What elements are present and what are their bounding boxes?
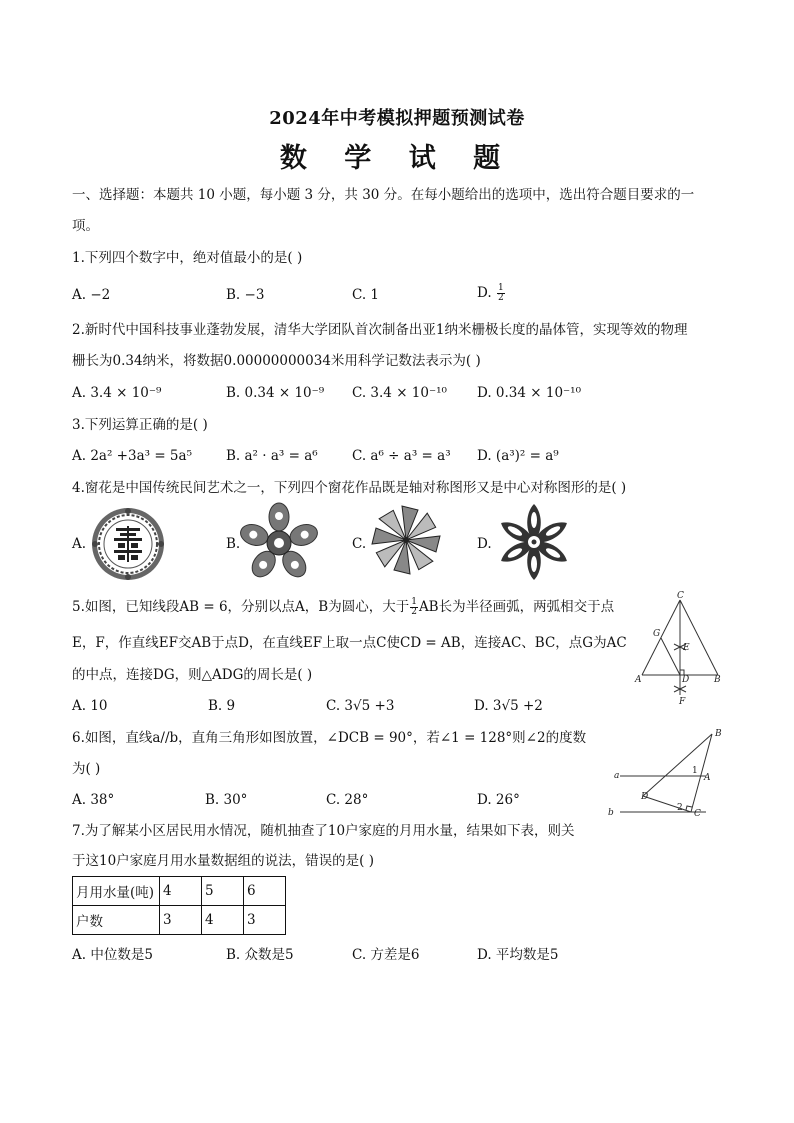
q6-line1: 6.如图，直线a//b，直角三角形如图放置，∠DCB = 90°，若∠1 = 128°则∠2的度数 <box>72 730 587 746</box>
q4-option-b: B. <box>226 536 241 552</box>
q5-line1 <box>72 598 614 617</box>
q3-option-c: C. a⁶ ÷ a³ = a³ <box>352 448 451 464</box>
q6-option-a: A. 38° <box>72 792 115 808</box>
q5-line3: 的中点，连接DG，则△ADG的周长是( ) <box>72 667 313 683</box>
papercut-c-pinwheel-image <box>366 500 446 580</box>
fraction-denominator: 2 <box>497 293 504 303</box>
q5-option-a: A. 10 <box>72 698 108 714</box>
table-cell: 6 <box>244 877 286 906</box>
q5-line2: E，F，作直线EF交AB于点D，在直线EF上取一点C使CD = AB，连接AC、BC，点G为AC <box>72 635 627 651</box>
q7-option-c: C. 方差是6 <box>352 947 420 963</box>
q2-option-c: C. 3.4 × 10⁻¹⁰ <box>352 385 447 401</box>
table-cell: 5 <box>202 877 244 906</box>
label-d: D <box>682 675 690 685</box>
label-g: G <box>653 629 661 639</box>
q5-line1-start: 5.如图，已知线段AB = 6，分别以点A，B为圆心，大于 <box>72 599 410 615</box>
table-cell: 3 <box>244 906 286 935</box>
q6-option-d: D. 26° <box>477 792 520 808</box>
q3-stem: 3.下列运算正确的是( ) <box>72 417 208 433</box>
q6-option-c: C. 28° <box>326 792 369 808</box>
label-a-upper: A <box>704 773 711 783</box>
label-e: E <box>683 643 690 653</box>
label-b: B <box>714 675 721 685</box>
exam-title: 2024年中考模拟押题预测试卷 <box>269 108 525 129</box>
q1-option-d <box>477 284 506 303</box>
label-line-a: a <box>614 771 620 781</box>
q6-geometry-figure <box>606 724 736 820</box>
q7-line2: 于这10户家庭月用水量数据组的说法，错误的是( ) <box>72 853 375 869</box>
q5-geometry-figure <box>630 588 730 708</box>
q2-option-d: D. 0.34 × 10⁻¹⁰ <box>477 385 582 401</box>
q3-option-a: A. 2a² +3a³ = 5a⁵ <box>72 448 192 464</box>
label-c: C <box>677 591 684 601</box>
q5-line1-end: AB长为半径画弧，两弧相交于点 <box>418 599 615 615</box>
q7-option-a: A. 中位数是5 <box>72 947 153 963</box>
label-line-b: b <box>608 808 614 818</box>
papercut-a-double-happiness-image <box>88 506 168 582</box>
table-cell: 月用水量(吨) <box>73 877 160 906</box>
q2-line1: 2.新时代中国科技事业蓬勃发展，清华大学团队首次制备出亚1纳米栅极长度的晶体管，实现等效的物理 <box>72 322 688 338</box>
q3-option-d: D. (a³)² = a⁹ <box>477 448 559 464</box>
label-d-upper: D <box>641 792 649 802</box>
q1-option-b: B. −3 <box>226 287 265 303</box>
q7-line1: 7.为了解某小区居民用水情况，随机抽查了10户家庭的月用水量，结果如下表，则关 <box>72 823 575 839</box>
q2-option-b: B. 0.34 × 10⁻⁹ <box>226 385 325 401</box>
exam-subtitle: 数 学 试 题 <box>279 143 515 174</box>
papercut-b-flower-image <box>238 502 320 584</box>
q2-option-a: A. 3.4 × 10⁻⁹ <box>72 385 162 401</box>
table-cell: 4 <box>160 877 202 906</box>
table-cell: 4 <box>202 906 244 935</box>
q4-option-a: A. <box>72 536 87 552</box>
q5-option-d: D. 3√5 +2 <box>474 698 543 714</box>
fraction-numerator: 1 <box>497 283 504 293</box>
q5-fraction <box>410 598 418 617</box>
q1-stem: 1.下列四个数字中，绝对值最小的是( ) <box>72 250 303 266</box>
q7-option-b: B. 众数是5 <box>226 947 294 963</box>
q3-option-b: B. a² · a³ = a⁶ <box>226 448 318 464</box>
q1-option-a: A. −2 <box>72 287 111 303</box>
q6-line2: 为( ) <box>72 761 101 777</box>
fraction-numerator: 1 <box>411 597 417 607</box>
papercut-d-flower-image <box>494 502 574 582</box>
q1-option-d-fraction <box>497 284 505 303</box>
table-row <box>73 877 286 906</box>
q4-option-c: C. <box>352 536 367 552</box>
q1-option-c: C. 1 <box>352 287 380 303</box>
q5-option-c: C. 3√5 +3 <box>326 698 395 714</box>
q7-option-d: D. 平均数是5 <box>477 947 559 963</box>
section-header-line2: 项。 <box>72 218 99 234</box>
q2-line2: 栅长为0.34纳米，将数据0.00000000034米用科学记数法表示为( ) <box>72 353 481 369</box>
section-header-line1: 一、选择题：本题共 10 小题，每小题 3 分，共 30 分。在每小题给出的选项中，选出符合题目要求的一 <box>72 187 695 203</box>
label-angle-1: 1 <box>692 766 698 776</box>
q1-option-d-label: D. <box>477 285 496 301</box>
q6-option-b: B. 30° <box>205 792 248 808</box>
label-angle-2: 2 <box>677 803 683 813</box>
label-a: A <box>635 675 642 685</box>
label-b-upper: B <box>715 729 722 739</box>
label-c-upper: C <box>694 809 701 819</box>
table-cell: 户数 <box>73 906 160 935</box>
q5-option-b: B. 9 <box>208 698 236 714</box>
label-f: F <box>679 697 686 707</box>
q4-option-d: D. <box>477 536 492 552</box>
table-row <box>73 906 286 935</box>
fraction-denominator: 2 <box>411 607 417 617</box>
water-usage-table <box>72 876 286 935</box>
q4-stem: 4.窗花是中国传统民间艺术之一，下列四个窗花作品既是轴对称图形又是中心对称图形的是( ) <box>72 480 627 496</box>
table-cell: 3 <box>160 906 202 935</box>
